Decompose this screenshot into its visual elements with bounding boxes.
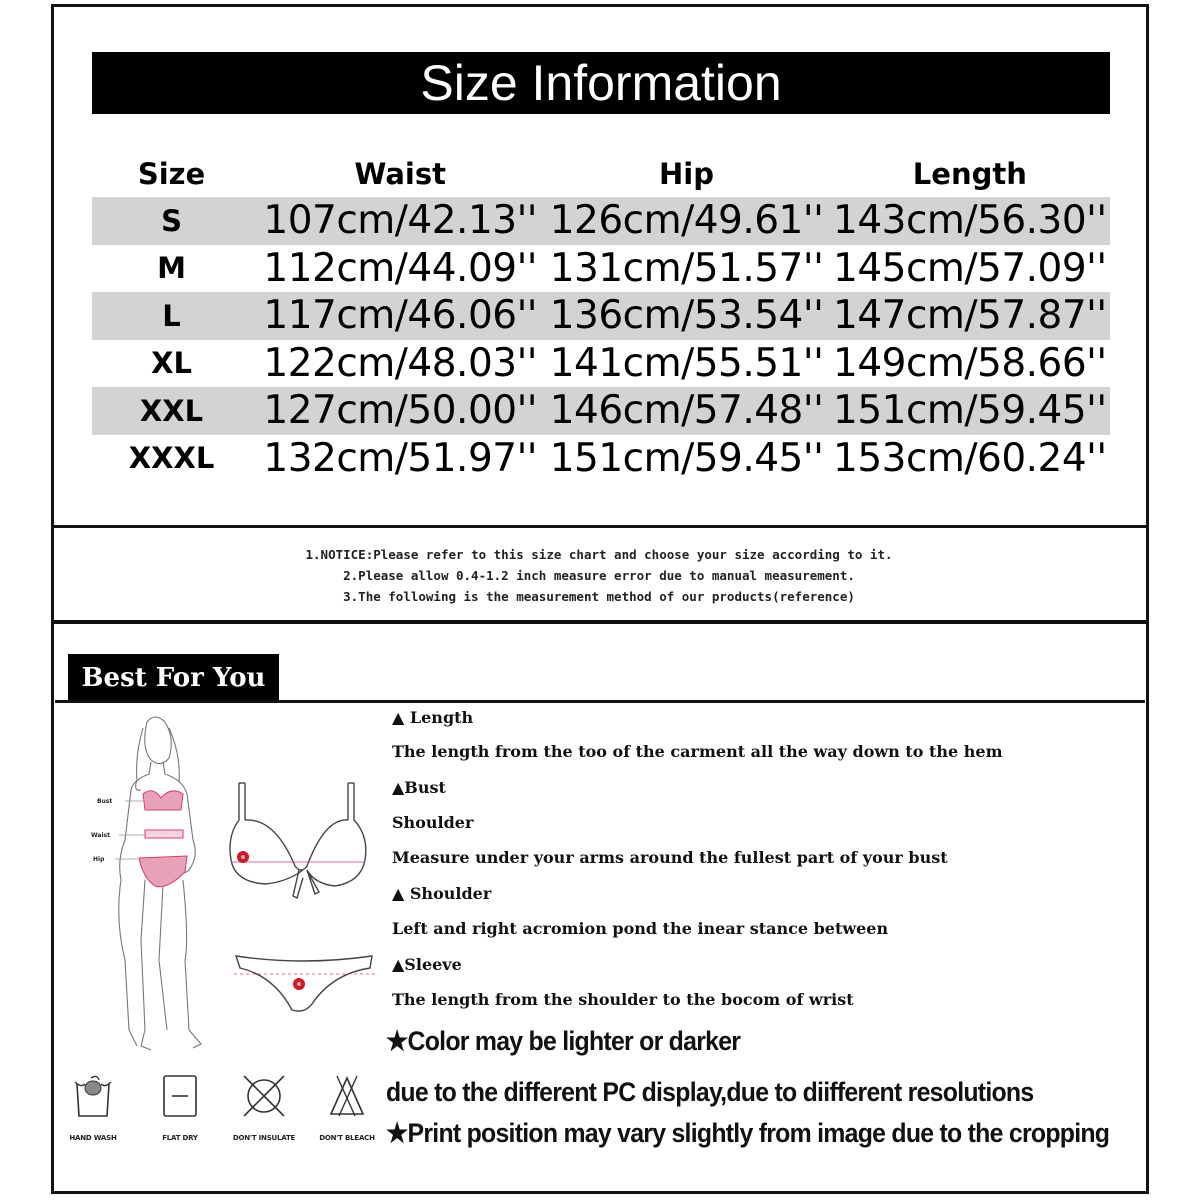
care-label: HAND WASH <box>69 1134 117 1142</box>
length-cell: 147cm/57.87'' <box>833 293 1107 339</box>
bra-diagram-icon <box>225 778 380 908</box>
page-title-text: Size Information <box>420 55 782 111</box>
size-cell: M <box>157 251 186 286</box>
length-cell: 151cm/59.45'' <box>833 388 1107 434</box>
section-divider <box>51 525 1149 528</box>
figure-label-hip: Hip <box>93 856 105 863</box>
care-label: FLAT DRY <box>162 1134 198 1142</box>
care-item-hand-wash <box>58 1072 128 1142</box>
size-cell: L <box>162 298 181 333</box>
size-cell: XL <box>151 346 192 381</box>
table-row <box>92 292 1110 340</box>
section-underline <box>55 700 1145 703</box>
waist-cell: 107cm/42.13'' <box>263 198 538 244</box>
guide-text: Shoulder <box>392 813 474 832</box>
model-figure-icon <box>85 710 235 1060</box>
hip-cell: 136cm/53.54'' <box>549 293 824 339</box>
table-row <box>92 245 1110 293</box>
table-row <box>92 387 1110 435</box>
table-row <box>92 340 1110 388</box>
waist-cell: 117cm/46.06'' <box>263 293 538 339</box>
waist-cell: 132cm/51.97'' <box>263 435 538 481</box>
hip-cell: 141cm/55.51'' <box>549 340 824 386</box>
care-label: DON'T BLEACH <box>319 1134 375 1142</box>
section-divider <box>51 620 1149 624</box>
notice-line: 3.The following is the measurement method of our products(reference) <box>343 589 855 604</box>
size-cell: S <box>161 203 182 238</box>
note-print-position: ★Print position may vary slightly from image due to the cropping <box>386 1118 1110 1148</box>
figure-label-waist: Waist <box>91 832 110 839</box>
column-header-size: Size <box>137 156 206 191</box>
length-cell: 149cm/58.66'' <box>833 340 1107 386</box>
notice-block <box>52 544 1146 607</box>
note-display: due to the different PC display,due to diifferent resolutions <box>386 1077 1034 1107</box>
waist-cell: 127cm/50.00'' <box>263 388 538 434</box>
brief-diagram-icon <box>232 952 377 1017</box>
hip-cell: 146cm/57.48'' <box>549 388 824 434</box>
hip-cell: 131cm/51.57'' <box>549 245 824 291</box>
column-header-hip: Hip <box>659 156 714 191</box>
flat-dry-icon <box>158 1072 202 1120</box>
note-color: ★Color may be lighter or darker <box>386 1026 741 1056</box>
hip-cell: 126cm/49.61'' <box>549 198 824 244</box>
guide-heading-length: ▲ Length <box>392 708 474 727</box>
column-header-waist: Waist <box>354 156 446 191</box>
table-header-row <box>92 150 1110 197</box>
column-header-length: Length <box>912 156 1027 191</box>
figure-label-bust: Bust <box>97 798 113 805</box>
best-for-you-tab <box>68 654 279 701</box>
length-cell: 153cm/60.24'' <box>833 435 1107 481</box>
size-cell: XXXL <box>128 441 215 476</box>
table-row <box>92 197 1110 245</box>
notice-line: 1.NOTICE:Please refer to this size chart and choose your size according to it. <box>305 547 893 562</box>
guide-text: Measure under your arms around the fullest part of your bust <box>392 848 948 867</box>
care-item-do-not-bleach <box>312 1072 382 1142</box>
size-table <box>92 150 1110 482</box>
guide-heading-shoulder: ▲ Shoulder <box>392 884 492 903</box>
length-cell: 143cm/56.30'' <box>833 198 1107 244</box>
care-label: DON'T INSULATE <box>232 1134 296 1142</box>
waist-cell: 112cm/44.09'' <box>263 245 538 291</box>
size-cell: XXL <box>139 393 204 428</box>
waist-cell: 122cm/48.03'' <box>263 340 538 386</box>
care-item-do-not-tumble-dry <box>229 1072 299 1142</box>
hip-cell: 151cm/59.45'' <box>549 435 824 481</box>
page-title <box>92 52 1110 114</box>
guide-text: The length from the too of the carment all the way down to the hem <box>392 742 1003 761</box>
length-cell: 145cm/57.09'' <box>833 245 1107 291</box>
do-not-tumble-dry-icon <box>240 1072 288 1120</box>
do-not-bleach-icon <box>325 1072 369 1120</box>
guide-heading-bust: ▲Bust <box>392 778 446 797</box>
care-item-flat-dry <box>145 1072 215 1142</box>
table-row <box>92 435 1110 483</box>
notice-line: 2.Please allow 0.4-1.2 inch measure error due to manual measurement. <box>343 568 855 583</box>
hand-wash-icon <box>71 1072 115 1120</box>
guide-heading-sleeve: ▲Sleeve <box>392 955 462 974</box>
guide-text: The length from the shoulder to the bocom of wrist <box>392 990 854 1009</box>
guide-text: Left and right acromion pond the inear stance between <box>392 919 889 938</box>
best-for-you-label: Best For You <box>81 662 266 693</box>
